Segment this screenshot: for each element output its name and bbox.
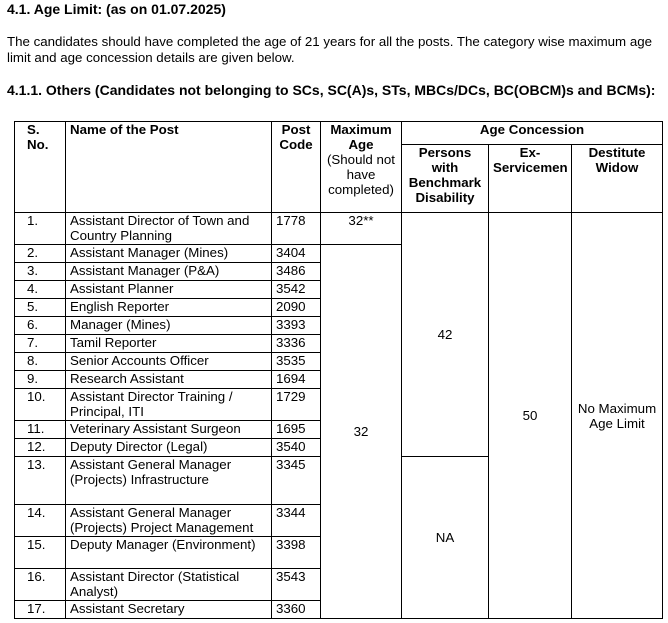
cell-max-age-row1: 32**: [321, 213, 402, 245]
cell-post-name: Assistant Director (Statistical Analyst): [66, 569, 272, 601]
header-max-age-note: (Should not have completed): [326, 152, 395, 197]
cell-sno: 11.: [15, 421, 66, 439]
section-title: 4.1. Age Limit: (as on 01.07.2025): [7, 1, 226, 17]
cell-post-code: 3543: [272, 569, 321, 601]
cell-pwbd-upper: 42: [402, 213, 489, 457]
cell-post-name: English Reporter: [66, 299, 272, 317]
cell-sno: 5.: [15, 299, 66, 317]
subsection-title: 4.1.1. Others (Candidates not belonging to SCs, SC(A)s, STs, MBCs/DCs, BC(OBCM)s and BCMs):: [7, 82, 656, 98]
cell-post-name: Assistant Manager (Mines): [66, 245, 272, 263]
cell-sno: 9.: [15, 371, 66, 389]
cell-sno: 12.: [15, 439, 66, 457]
cell-post-code: 2090: [272, 299, 321, 317]
cell-sno: 13.: [15, 457, 66, 505]
cell-post-code: 1729: [272, 389, 321, 421]
cell-post-name: Assistant General Manager (Projects) Infrastructure: [66, 457, 272, 505]
cell-post-name: Assistant Director of Town and Country Planning: [66, 213, 272, 245]
table-row: [15, 213, 663, 245]
cell-post-code: 3393: [272, 317, 321, 335]
cell-sno: 15.: [15, 537, 66, 569]
cell-post-name: Deputy Director (Legal): [66, 439, 272, 457]
header-post-name: Name of the Post: [66, 122, 272, 213]
header-max-age: [321, 122, 402, 213]
cell-post-name: Assistant Secretary: [66, 601, 272, 619]
cell-post-code: 1695: [272, 421, 321, 439]
cell-post-name: Assistant Planner: [66, 281, 272, 299]
cell-post-code: 3542: [272, 281, 321, 299]
cell-post-name: Tamil Reporter: [66, 335, 272, 353]
cell-post-code: 3360: [272, 601, 321, 619]
cell-sno: 1.: [15, 213, 66, 245]
cell-post-code: 3535: [272, 353, 321, 371]
cell-sno: 17.: [15, 601, 66, 619]
header-ex-servicemen: Ex-Servicemen: [489, 145, 572, 213]
cell-post-code: 3345: [272, 457, 321, 505]
cell-sno: 3.: [15, 263, 66, 281]
cell-sno: 7.: [15, 335, 66, 353]
age-limit-table: [14, 121, 663, 619]
header-destitute-widow: Destitute Widow: [572, 145, 663, 213]
cell-post-name: Assistant Director Training / Principal, ITI: [66, 389, 272, 421]
cell-ex-servicemen: 50: [489, 213, 572, 619]
cell-sno: 6.: [15, 317, 66, 335]
cell-post-name: Senior Accounts Officer: [66, 353, 272, 371]
header-pwbd: Persons with Benchmark Disability: [402, 145, 489, 213]
cell-destitute-widow: No Maximum Age Limit: [572, 213, 663, 619]
cell-post-name: Research Assistant: [66, 371, 272, 389]
cell-sno: 10.: [15, 389, 66, 421]
header-post-code: Post Code: [272, 122, 321, 213]
cell-sno: 4.: [15, 281, 66, 299]
header-max-age-bold: Maximum Age: [330, 122, 392, 152]
cell-sno: 2.: [15, 245, 66, 263]
cell-pwbd-lower: NA: [402, 457, 489, 619]
cell-post-name: Manager (Mines): [66, 317, 272, 335]
cell-post-name: Assistant Manager (P&A): [66, 263, 272, 281]
header-sno: S. No.: [15, 122, 66, 213]
cell-post-code: 3344: [272, 505, 321, 537]
cell-sno: 8.: [15, 353, 66, 371]
cell-post-code: 3486: [272, 263, 321, 281]
cell-post-code: 3398: [272, 537, 321, 569]
intro-paragraph: The candidates should have completed the age of 21 years for all the posts. The category wise maximum age limit and age concession details are given below.: [7, 34, 653, 65]
cell-sno: 14.: [15, 505, 66, 537]
cell-max-age: 32: [321, 245, 402, 619]
cell-post-code: 3404: [272, 245, 321, 263]
cell-post-code: 3540: [272, 439, 321, 457]
header-age-concession: Age Concession: [402, 122, 663, 145]
cell-post-name: Veterinary Assistant Surgeon: [66, 421, 272, 439]
cell-post-name: Assistant General Manager (Projects) Project Management: [66, 505, 272, 537]
cell-post-code: 3336: [272, 335, 321, 353]
cell-post-code: 1778: [272, 213, 321, 245]
cell-post-name: Deputy Manager (Environment): [66, 537, 272, 569]
cell-post-code: 1694: [272, 371, 321, 389]
cell-sno: 16.: [15, 569, 66, 601]
